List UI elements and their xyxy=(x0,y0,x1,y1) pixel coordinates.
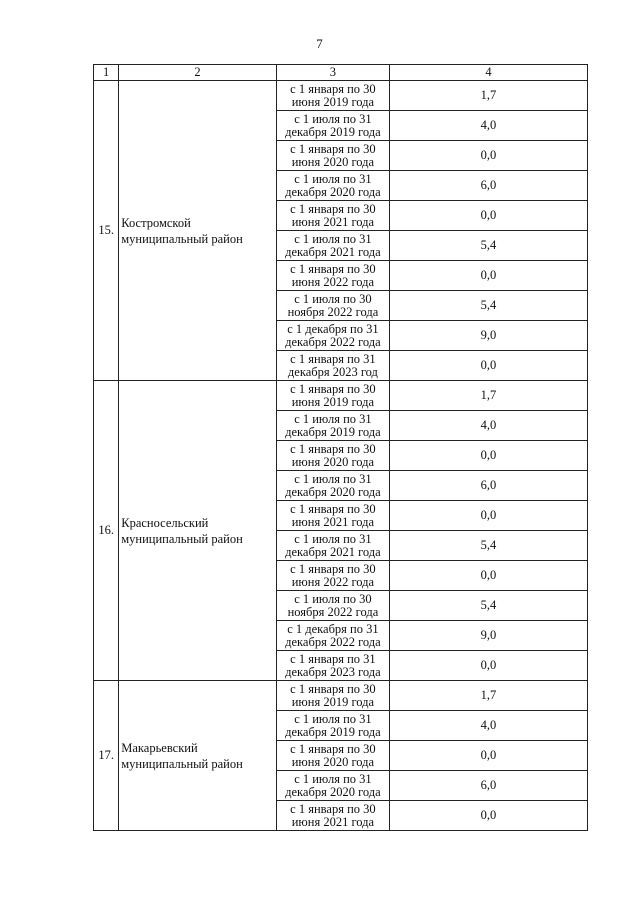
period-line: с 1 июля по 31 xyxy=(294,771,372,786)
rate-value: 0,0 xyxy=(389,741,587,771)
period-line: с 1 декабря по 31 xyxy=(287,621,379,636)
district-name-line: муниципальный район xyxy=(121,531,243,546)
period-line: июня 2019 года xyxy=(291,394,375,409)
period-line: с 1 января по 30 xyxy=(290,741,376,756)
period-line: с 1 января по 30 xyxy=(290,381,376,396)
period-line: с 1 января по 30 xyxy=(290,141,376,156)
period-cell xyxy=(276,441,389,471)
period-cell xyxy=(276,411,389,441)
period-cell xyxy=(276,171,389,201)
period-line: июня 2020 года xyxy=(291,454,375,469)
period-line: июня 2022 года xyxy=(291,574,375,589)
rate-value: 4,0 xyxy=(389,411,587,441)
rate-value: 5,4 xyxy=(389,531,587,561)
period-line: июня 2020 года xyxy=(291,154,375,169)
table-row xyxy=(94,81,588,111)
period-line: декабря 2020 года xyxy=(285,484,381,499)
district-name-line: муниципальный район xyxy=(121,756,243,771)
period-cell xyxy=(276,741,389,771)
rate-value: 6,0 xyxy=(389,771,587,801)
table-row xyxy=(94,681,588,711)
period-cell xyxy=(276,711,389,741)
period-line: декабря 2019 года xyxy=(285,124,381,139)
period-cell xyxy=(276,681,389,711)
period-line: июня 2021 года xyxy=(291,814,375,829)
period-cell xyxy=(276,591,389,621)
row-number: 16. xyxy=(94,381,119,681)
rate-value: 4,0 xyxy=(389,711,587,741)
period-line: декабря 2019 года xyxy=(285,424,381,439)
period-cell xyxy=(276,381,389,411)
district-name-line: Красносельский xyxy=(121,515,209,530)
rate-value: 0,0 xyxy=(389,141,587,171)
table-header-row xyxy=(94,65,588,81)
period-line: с 1 января по 30 xyxy=(290,81,376,96)
period-line: с 1 января по 30 xyxy=(290,501,376,516)
rate-value: 1,7 xyxy=(389,381,587,411)
column-header-2: 2 xyxy=(119,65,277,81)
rate-value: 9,0 xyxy=(389,621,587,651)
rate-value: 0,0 xyxy=(389,561,587,591)
district-name xyxy=(119,681,277,831)
period-line: с 1 июля по 31 xyxy=(294,711,372,726)
rate-value: 0,0 xyxy=(389,351,587,381)
period-line: с 1 июля по 30 xyxy=(294,291,372,306)
rate-value: 1,7 xyxy=(389,81,587,111)
period-cell xyxy=(276,231,389,261)
period-cell xyxy=(276,321,389,351)
rate-value: 1,7 xyxy=(389,681,587,711)
period-cell xyxy=(276,81,389,111)
period-cell xyxy=(276,291,389,321)
rate-value: 4,0 xyxy=(389,111,587,141)
period-cell xyxy=(276,501,389,531)
rate-value: 0,0 xyxy=(389,651,587,681)
period-line: с 1 июля по 31 xyxy=(294,471,372,486)
column-header-3: 3 xyxy=(276,65,389,81)
period-line: с 1 января по 30 xyxy=(290,681,376,696)
period-line: с 1 января по 30 xyxy=(290,261,376,276)
rate-value: 6,0 xyxy=(389,471,587,501)
table-body xyxy=(94,81,588,831)
period-line: с 1 июля по 30 xyxy=(294,591,372,606)
rate-value: 9,0 xyxy=(389,321,587,351)
period-line: декабря 2022 года xyxy=(285,334,381,349)
period-line: июня 2021 года xyxy=(291,214,375,229)
period-line: с 1 января по 31 xyxy=(290,651,376,666)
period-line: декабря 2022 года xyxy=(285,634,381,649)
district-name xyxy=(119,81,277,381)
period-line: с 1 июля по 31 xyxy=(294,111,372,126)
district-name-line: Макарьевский xyxy=(121,740,198,755)
period-line: ноября 2022 года xyxy=(287,604,379,619)
period-cell xyxy=(276,561,389,591)
district-name-line: муниципальный район xyxy=(121,231,243,246)
period-line: июня 2022 года xyxy=(291,274,375,289)
column-header-1: 1 xyxy=(94,65,119,81)
rate-value: 6,0 xyxy=(389,171,587,201)
period-line: июня 2019 года xyxy=(291,694,375,709)
period-line: декабря 2019 года xyxy=(285,724,381,739)
period-cell xyxy=(276,651,389,681)
period-cell xyxy=(276,201,389,231)
period-cell xyxy=(276,261,389,291)
period-line: с 1 января по 30 xyxy=(290,561,376,576)
page-number: 7 xyxy=(316,36,323,51)
period-line: с 1 июля по 31 xyxy=(294,171,372,186)
period-line: июня 2020 года xyxy=(291,754,375,769)
period-line: декабря 2023 года xyxy=(285,664,381,679)
rate-value: 0,0 xyxy=(389,801,587,831)
period-line: с 1 января по 31 xyxy=(290,351,376,366)
period-line: с 1 июля по 31 xyxy=(294,411,372,426)
rate-value: 0,0 xyxy=(389,441,587,471)
district-name-line: Костромской xyxy=(121,215,191,230)
row-number: 15. xyxy=(94,81,119,381)
rate-value: 5,4 xyxy=(389,291,587,321)
period-cell xyxy=(276,531,389,561)
period-line: июня 2021 года xyxy=(291,514,375,529)
period-cell xyxy=(276,351,389,381)
period-line: с 1 июля по 31 xyxy=(294,231,372,246)
period-line: декабря 2023 год xyxy=(287,364,378,379)
rate-value: 5,4 xyxy=(389,591,587,621)
period-line: с 1 января по 30 xyxy=(290,801,376,816)
period-line: с 1 декабря по 31 xyxy=(287,321,379,336)
column-header-4: 4 xyxy=(389,65,587,81)
period-cell xyxy=(276,771,389,801)
period-cell xyxy=(276,111,389,141)
table-row xyxy=(94,381,588,411)
period-cell xyxy=(276,801,389,831)
rate-value: 5,4 xyxy=(389,231,587,261)
rate-value: 0,0 xyxy=(389,261,587,291)
period-line: ноября 2022 года xyxy=(287,304,379,319)
rate-value: 0,0 xyxy=(389,201,587,231)
period-line: декабря 2020 года xyxy=(285,184,381,199)
period-line: декабря 2021 года xyxy=(285,244,381,259)
period-line: с 1 января по 30 xyxy=(290,201,376,216)
period-line: декабря 2021 года xyxy=(285,544,381,559)
period-line: с 1 января по 30 xyxy=(290,441,376,456)
period-line: июня 2019 года xyxy=(291,94,375,109)
period-cell xyxy=(276,141,389,171)
period-cell xyxy=(276,621,389,651)
rate-value: 0,0 xyxy=(389,501,587,531)
period-line: декабря 2020 года xyxy=(285,784,381,799)
district-name xyxy=(119,381,277,681)
rates-table xyxy=(93,64,588,831)
row-number: 17. xyxy=(94,681,119,831)
period-cell xyxy=(276,471,389,501)
period-line: с 1 июля по 31 xyxy=(294,531,372,546)
